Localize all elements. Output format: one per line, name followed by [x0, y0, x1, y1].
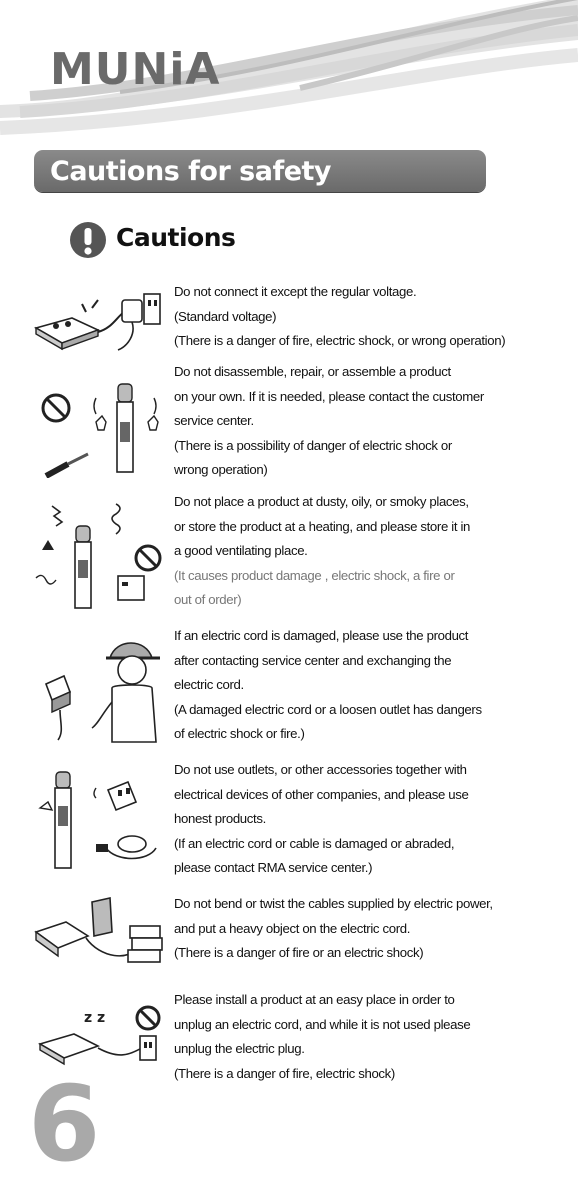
caution-text	[174, 988, 494, 1086]
caution-line: wrong operation)	[174, 462, 268, 477]
caution-line: Do not bend or twist the cables supplied by electric power,	[174, 896, 493, 911]
caution-line: or store the product at a heating, and please store it in	[174, 518, 471, 534]
dusty-place-illustration	[30, 500, 166, 612]
caution-line: service center.	[174, 413, 254, 428]
caution-line: out of order)	[174, 592, 242, 607]
caution-line: electric cord.	[174, 677, 244, 692]
brand-logo: MUNiA	[50, 44, 221, 95]
caution-line: on your own. If it is needed, please contact the customer	[174, 388, 484, 404]
caution-line: after contacting service center and exchanging the	[174, 652, 452, 668]
exclamation-icon	[68, 220, 108, 260]
caution-line: (If an electric cord or cable is damaged or abraded,	[174, 835, 455, 851]
caution-text	[174, 360, 494, 483]
caution-line: and put a heavy object on the electric cord.	[174, 920, 411, 936]
caution-line: If an electric cord is damaged, please use the product	[174, 628, 469, 643]
caution-line: (It causes product damage , electric shock, a fire or	[174, 567, 455, 583]
section-header-bar	[34, 150, 486, 192]
caution-line: Do not connect it except the regular voltage.	[174, 284, 417, 299]
caution-line: Do not use outlets, or other accessories together with	[174, 762, 467, 777]
caution-line: (There is a danger of fire or an electric shock)	[174, 945, 424, 960]
caution-text	[174, 624, 494, 747]
caution-line: Please install a product at an easy place in order to	[174, 992, 455, 1007]
caution-line: (There is a danger of fire, electric shock, or wrong operation)	[174, 333, 506, 348]
caution-line: electrical devices of other companies, and please use	[174, 786, 469, 802]
accessories-illustration	[36, 768, 166, 872]
caution-text	[174, 490, 494, 613]
caution-line: (Standard voltage)	[174, 308, 277, 324]
plug-outlet-illustration	[32, 288, 164, 358]
heavy-object-cord-illustration	[30, 892, 166, 972]
caution-line: (A damaged electric cord or a loosen outlet has dangers	[174, 701, 482, 717]
caution-line: (There is a possibility of danger of electric shock or	[174, 437, 452, 453]
caution-line: a good ventilating place.	[174, 543, 308, 558]
caution-text	[174, 892, 494, 966]
page-number: 6	[28, 1063, 101, 1185]
caution-line: Do not disassemble, repair, or assemble a product	[174, 364, 451, 379]
caution-line: of electric shock or fire.)	[174, 726, 305, 741]
caution-line: unplug an electric cord, and while it is not used please	[174, 1016, 471, 1032]
caution-line: unplug the electric plug.	[174, 1041, 305, 1056]
screwdriver-device-illustration	[38, 378, 168, 478]
caution-line: Do not place a product at dusty, oily, or smoky places,	[174, 494, 469, 509]
svg-text:z z: z z	[84, 1010, 106, 1026]
service-technician-illustration	[40, 632, 168, 744]
caution-line: (There is a danger of fire, electric shock)	[174, 1065, 395, 1081]
caution-line: honest products.	[174, 811, 266, 826]
page-header	[0, 0, 578, 140]
caution-line: please contact RMA service center.)	[174, 860, 373, 875]
cautions-title: Cautions	[116, 223, 236, 252]
caution-text	[174, 758, 494, 881]
section-title: Cautions for safety	[50, 156, 332, 187]
caution-text	[174, 280, 506, 354]
